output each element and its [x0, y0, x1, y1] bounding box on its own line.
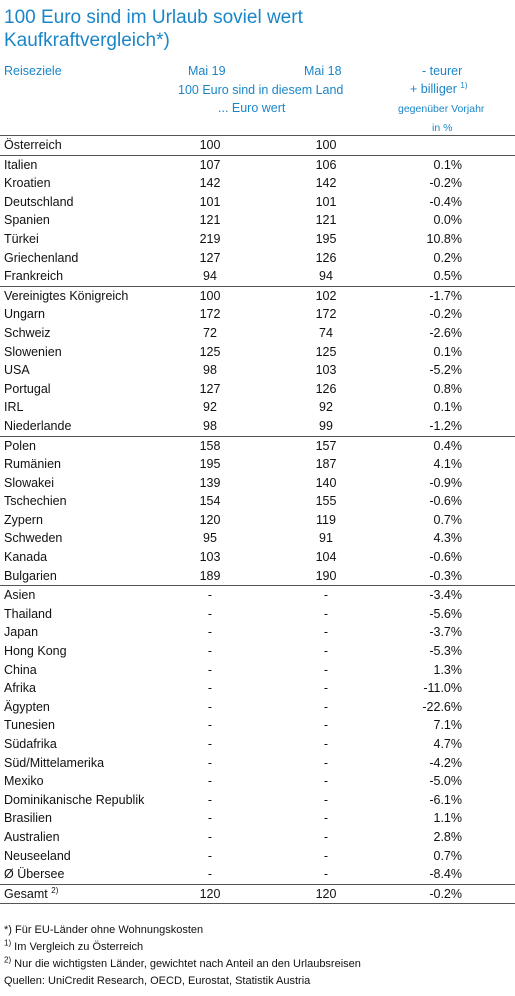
value-change: -0.4% — [429, 194, 462, 209]
country-name: Ø Übersee — [4, 867, 65, 882]
value-mai19: 139 — [199, 475, 221, 490]
value-mai18: 103 — [315, 363, 337, 378]
value-mai18: 94 — [319, 269, 333, 284]
value-mai18: 125 — [315, 344, 337, 359]
value-change: 0.1% — [433, 344, 462, 359]
value-change: -2.6% — [429, 325, 462, 340]
value-mai19: 142 — [199, 176, 221, 191]
value-change: 10.8% — [426, 231, 462, 246]
value-change: 0.5% — [433, 269, 462, 284]
value-change: 0.1% — [433, 157, 462, 172]
value-mai19: - — [207, 699, 213, 714]
value-mai18: 155 — [315, 494, 337, 509]
country-name: Bulgarien — [4, 568, 57, 583]
value-mai19: 127 — [199, 381, 221, 396]
country-name: Süd/Mittelamerika — [4, 755, 105, 770]
country-name: Slowakei — [4, 475, 55, 490]
table-row — [0, 661, 515, 680]
country-name: Schweden — [4, 531, 63, 546]
value-change: -0.9% — [429, 475, 462, 490]
value-change: -0.2% — [429, 307, 462, 322]
value-change: -5.6% — [429, 606, 462, 621]
value-mai18: - — [323, 737, 329, 751]
title-line-1: 100 Euro sind im Urlaub soviel wert — [4, 7, 303, 28]
value-mai19: - — [207, 848, 213, 863]
value-mai18: - — [323, 606, 329, 621]
value-mai19: - — [207, 625, 213, 640]
country-name: Thailand — [4, 606, 52, 621]
value-change: 4.7% — [433, 737, 462, 751]
country-name: Ägypten — [4, 699, 50, 714]
country-name: Schweiz — [4, 325, 51, 340]
country-name: Australien — [4, 829, 60, 844]
value-mai18: 99 — [319, 418, 333, 433]
value-mai18: - — [323, 811, 329, 826]
footnote-2-text: Im Vergleich zu Österreich — [11, 941, 144, 953]
value-change: 0.4% — [433, 438, 462, 453]
country-name: China — [4, 662, 37, 677]
country-name: Ungarn — [4, 307, 45, 322]
value-change: 4.3% — [433, 531, 462, 546]
country-name: Kroatien — [4, 176, 51, 191]
value-mai19: - — [207, 755, 213, 770]
value-mai19: 98 — [203, 418, 217, 433]
value-mai19: 72 — [203, 325, 217, 340]
value-mai19: 189 — [199, 568, 221, 583]
value-mai18: - — [323, 848, 329, 863]
header-billiger — [410, 80, 468, 98]
value-mai19: - — [207, 737, 213, 751]
value-mai19: 100 — [199, 288, 221, 303]
value-change: 0.0% — [433, 213, 462, 228]
value-mai18: 106 — [315, 157, 337, 172]
value-mai18: - — [323, 625, 329, 640]
value-mai19: 125 — [199, 344, 221, 359]
value-change: 7.1% — [433, 718, 462, 733]
value-mai18: 190 — [315, 568, 337, 583]
value-mai19: 103 — [199, 550, 221, 565]
value-mai18: 157 — [315, 438, 337, 453]
value-change: -11.0% — [423, 681, 462, 696]
value-mai19: 100 — [199, 138, 221, 152]
value-mai19: - — [207, 662, 213, 677]
total-mai18: 120 — [315, 886, 337, 901]
country-name: Zypern — [4, 512, 43, 527]
table-row — [0, 716, 515, 735]
country-name: Japan — [4, 625, 39, 640]
value-mai19: 154 — [199, 494, 221, 509]
value-mai19: 101 — [199, 194, 221, 209]
header-mai19: Mai 19 — [188, 64, 226, 78]
table-row — [0, 398, 515, 417]
country-name: Griechenland — [4, 250, 79, 265]
value-change: 1.3% — [433, 662, 462, 677]
value-mai19: - — [207, 718, 213, 733]
footnote-3-sup: 2) — [4, 955, 12, 965]
country-name: Türkei — [4, 231, 39, 246]
value-change: -0.6% — [429, 550, 462, 565]
table-row — [0, 529, 515, 548]
value-mai19: 92 — [203, 400, 217, 415]
table-row — [0, 735, 515, 754]
value-mai19: 158 — [199, 438, 221, 453]
table-row — [0, 380, 515, 399]
value-mai18: 142 — [315, 176, 337, 191]
country-name: Tunesien — [4, 718, 55, 733]
footnote-2 — [4, 939, 512, 956]
value-mai18: 119 — [316, 512, 336, 527]
value-mai19: 94 — [203, 269, 217, 284]
table-row — [0, 679, 515, 698]
country-name: Italien — [4, 157, 38, 172]
value-mai19: 121 — [199, 213, 221, 228]
table-row — [0, 567, 515, 587]
value-mai18: 140 — [315, 475, 337, 490]
value-mai18: - — [323, 662, 329, 677]
table-row — [0, 642, 515, 661]
table-row-total — [0, 884, 515, 905]
country-name: Vereinigtes Königreich — [4, 288, 129, 303]
value-change: 2.8% — [433, 829, 462, 844]
table-row — [0, 772, 515, 791]
total-mai19: 120 — [199, 886, 221, 901]
total-label-text: Gesamt — [4, 886, 48, 901]
table-row — [0, 361, 515, 380]
footnote-3 — [4, 956, 512, 973]
value-mai19: - — [207, 811, 213, 826]
value-mai18: 126 — [315, 381, 337, 396]
country-name: Slowenien — [4, 344, 62, 359]
value-mai18: 102 — [315, 288, 337, 303]
country-name: Frankreich — [4, 269, 64, 284]
value-change: -8.4% — [429, 867, 462, 882]
value-change: 0.7% — [433, 512, 462, 527]
table-row — [0, 230, 515, 249]
header-sub2: ... Euro wert — [218, 101, 286, 115]
value-change: -0.6% — [429, 494, 462, 509]
country-name: Mexiko — [4, 774, 44, 789]
footnote-1: *) Für EU-Länder ohne Wohnungskosten — [4, 924, 204, 936]
value-change: -1.2% — [429, 418, 462, 433]
value-mai19: 172 — [199, 307, 221, 322]
value-mai18: 100 — [315, 138, 337, 152]
table-row — [0, 623, 515, 642]
value-mai19: 95 — [203, 531, 217, 546]
country-name: Kanada — [4, 550, 48, 565]
value-change: -0.2% — [429, 176, 462, 191]
kaufkraft-table — [0, 135, 515, 904]
value-mai18: 101 — [315, 194, 337, 209]
country-name: Asien — [4, 588, 36, 603]
value-mai18: - — [323, 792, 329, 807]
table-row — [0, 474, 515, 493]
value-change: 1.1% — [433, 811, 462, 826]
value-change: 0.7% — [433, 848, 462, 863]
table-row — [0, 492, 515, 511]
value-mai19: - — [207, 829, 213, 844]
table-row — [0, 305, 515, 324]
country-name: Rumänien — [4, 457, 61, 472]
value-mai18: - — [323, 774, 329, 789]
table-row — [0, 828, 515, 847]
value-mai19: - — [207, 681, 213, 696]
value-change: -3.7% — [429, 625, 462, 640]
value-mai19: - — [207, 644, 213, 659]
value-mai18: 104 — [315, 550, 337, 565]
total-label-sup: 2) — [51, 885, 59, 895]
value-mai18: - — [323, 829, 329, 844]
table-row — [0, 847, 515, 866]
value-change: -5.2% — [429, 363, 462, 378]
value-mai18: - — [323, 644, 329, 659]
value-mai18: 121 — [315, 213, 337, 228]
value-mai19: 195 — [199, 457, 221, 472]
header-billiger-sup: 1) — [460, 80, 468, 90]
value-mai19: 98 — [203, 363, 217, 378]
value-change: 4.1% — [433, 457, 462, 472]
total-label — [4, 885, 182, 904]
value-mai19: - — [207, 588, 213, 603]
country-name: Spanien — [4, 213, 50, 228]
value-mai18: - — [323, 718, 329, 733]
table-row — [0, 267, 515, 287]
header-reiseziele: Reiseziele — [4, 64, 62, 78]
table-row — [0, 287, 515, 306]
value-mai19: 107 — [199, 157, 221, 172]
country-name: Österreich — [4, 138, 62, 152]
country-name: Deutschland — [4, 194, 74, 209]
value-mai18: - — [323, 681, 329, 696]
value-change: -6.1% — [429, 792, 462, 807]
value-mai19: 127 — [199, 250, 221, 265]
country-name: Portugal — [4, 381, 51, 396]
page-title — [4, 6, 509, 52]
country-name: Neuseeland — [4, 848, 71, 863]
country-name: Südafrika — [4, 737, 57, 751]
header-teurer: - teurer — [422, 64, 463, 78]
value-mai18: 126 — [315, 250, 337, 265]
table-row — [0, 343, 515, 362]
header-sub4: in % — [432, 122, 453, 134]
table-row — [0, 605, 515, 624]
value-mai18: 74 — [319, 325, 333, 340]
title-line-2: Kaufkraftvergleich*) — [4, 30, 170, 51]
value-mai19: - — [207, 792, 213, 807]
value-change: -4.2% — [429, 755, 462, 770]
value-mai19: - — [207, 606, 213, 621]
table-row — [0, 754, 515, 773]
country-name: Brasilien — [4, 811, 52, 826]
table-row — [0, 437, 515, 456]
table-row — [0, 174, 515, 193]
table-row — [0, 791, 515, 810]
country-name: Hong Kong — [4, 644, 67, 659]
value-mai19: - — [207, 774, 213, 789]
table-row — [0, 324, 515, 343]
table-row — [0, 511, 515, 530]
header-sub3: gegenüber Vorjahr — [398, 103, 485, 115]
value-mai18: - — [323, 867, 329, 882]
value-mai18: 187 — [315, 457, 337, 472]
table-row — [0, 211, 515, 230]
table-row — [0, 193, 515, 212]
value-change: -5.0% — [429, 774, 462, 789]
country-name: Niederlande — [4, 418, 72, 433]
table-row — [0, 249, 515, 268]
footnotes — [4, 922, 512, 990]
value-mai18: 172 — [315, 307, 337, 322]
header-billiger-text: + billiger — [410, 82, 457, 96]
value-change: -5.3% — [429, 644, 462, 659]
country-name: Tschechien — [4, 494, 67, 509]
footnote-2-sup: 1) — [4, 938, 12, 948]
country-name: IRL — [4, 400, 24, 415]
table-row — [0, 698, 515, 717]
country-name: Dominikanische Republik — [4, 792, 145, 807]
total-change: -0.2% — [429, 886, 462, 901]
table-row — [0, 135, 515, 156]
table-row — [0, 586, 515, 605]
country-name: Polen — [4, 438, 36, 453]
table-row — [0, 548, 515, 567]
value-change: -1.7% — [429, 288, 462, 303]
value-mai19: - — [207, 867, 213, 882]
value-mai18: - — [323, 755, 329, 770]
table-row — [0, 455, 515, 474]
country-name: Afrika — [4, 681, 36, 696]
value-mai19: 219 — [199, 231, 221, 246]
table-row — [0, 417, 515, 437]
value-mai18: - — [323, 699, 329, 714]
value-mai18: - — [323, 588, 329, 603]
value-change: -22.6% — [422, 699, 462, 714]
table-row — [0, 156, 515, 175]
footnote-sources: Quellen: UniCredit Research, OECD, Eurostat, Statistik Austria — [4, 975, 311, 987]
value-change: 0.1% — [433, 400, 462, 415]
table-row — [0, 809, 515, 828]
header-sub1: 100 Euro sind in diesem Land — [178, 83, 344, 97]
value-change: 0.8% — [433, 381, 462, 396]
value-change: 0.2% — [433, 250, 462, 265]
value-change: -3.4% — [429, 588, 462, 603]
footnote-3-text: Nur die wichtigsten Länder, gewichtet nach Anteil an den Urlaubsreisen — [11, 958, 361, 970]
country-name: USA — [4, 363, 30, 378]
table-row — [0, 865, 515, 884]
value-mai19: 120 — [199, 512, 221, 527]
header-mai18: Mai 18 — [304, 64, 342, 78]
value-change: -0.3% — [429, 568, 462, 583]
value-mai18: 91 — [319, 531, 333, 546]
value-mai18: 195 — [315, 231, 337, 246]
value-mai18: 92 — [319, 400, 333, 415]
